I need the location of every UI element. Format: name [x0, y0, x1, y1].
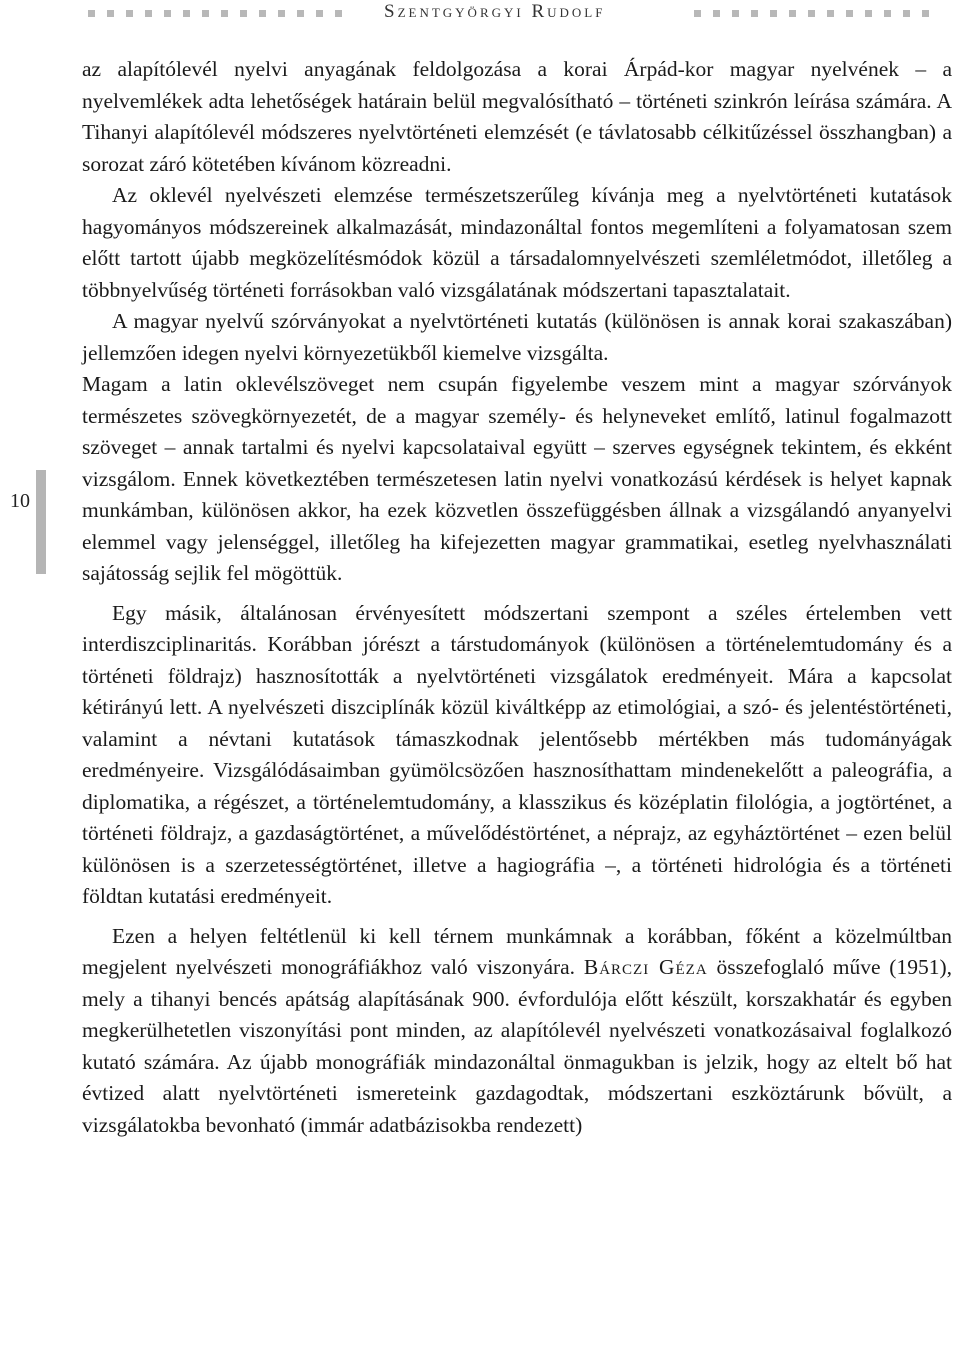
header-dot	[221, 10, 228, 17]
header-dot	[903, 10, 910, 17]
header-dot	[732, 10, 739, 17]
header-dot	[713, 10, 720, 17]
header-dot	[278, 10, 285, 17]
header-dot	[145, 10, 152, 17]
paragraph: Magam a latin oklevélszöveget nem csupán figyelembe veszem mint a magyar szórványok természetes szövegkörnyezetét, de a magyar személy- és helyneveket említő, latinul fogalmazott szöveget – annak tartalmi és nyelvi kapcsolataival együtt – szerves egységnek tekintem, és ekként vizsgálom. Ennek következtében természetesen latin nyelvi vonatkozású kérdések is helyet kapnak munkámban, különösen akkor, ha ezek közvetlen összefüggésben állnak a vizsgálandó anyanyelvi elemmel vagy jelenséggel, illetőleg ha kifejezetten magyar grammatikai, esetleg nyelvhasználati sajátosság sejlik fel mögöttük.	[82, 372, 952, 585]
running-header	[0, 0, 960, 26]
text-run: összefoglaló műve (1951), mely a tihanyi bencés apátság alapításának 900. évfordulója előtt készült, korszakhatár és egyben megkerülhetetlen viszonyítási pont minden, az alapítólevél nyelvészeti vonatkozásaival foglalkozó kutató számára. Az újabb monográfiák mindazonáltal önmagukban is jelzik, hogy az eltelt bő hat évtized alatt nyelvtörténeti ismereteink gazdagodtak, módszertani eszköztárunk bővült, a vizsgálatokba bevonható (immár adatbázisokba rendezett)	[82, 955, 952, 1137]
page-number: 10	[10, 490, 30, 512]
paragraph: Az oklevél nyelvészeti elemzése természetszerűleg kívánja meg a nyelvtörténeti kutatások hagyományos módszereinek alkalmazását, mindazonáltal fontos megemlíteni a folyamatosan szem előtt tartott újabb megközelítésmódok közül a társadalomnyelvészeti szemléletmódot, illetőleg a többnyelvűség történeti forrásokban való vizsgálatának módszertani tapasztalatait.	[82, 183, 952, 302]
header-dot	[694, 10, 701, 17]
header-dot	[297, 10, 304, 17]
header-dot	[335, 10, 342, 17]
header-dot	[865, 10, 872, 17]
header-dot	[827, 10, 834, 17]
paragraph: A magyar nyelvű szórványokat a nyelvtörténeti kutatás (különösen is annak korai szakaszában) jellemzően idegen nyelvi környezetükből kiemelve vizsgálta.	[82, 309, 952, 365]
header-dot	[202, 10, 209, 17]
margin-bar	[36, 470, 46, 574]
header-dot	[107, 10, 114, 17]
header-dot	[259, 10, 266, 17]
header-dot	[183, 10, 190, 17]
header-dot	[789, 10, 796, 17]
header-dot	[770, 10, 777, 17]
header-dot	[126, 10, 133, 17]
author-name: Bárczi Géza	[583, 955, 708, 979]
paragraph: Egy másik, általánosan érvényesített módszertani szempont a széles értelemben vett interdiszciplinaritás. Korábban jórészt a társtudományok (különösen a történelemtudomány és a történeti földrajz) hasznosították a nyelvtörténeti vizsgálatok eredményeit. Mára a kapcsolat kétirányú lett. A nyelvészeti diszciplínák közül kiváltképp az etimológiai, a szó- és jelentéstörténeti, valamint a névtani kutatások támaszkodnak jelentősebb mértékben más tudományágak eredményeire. Vizsgálódásaimban gyümölcsözően hasznosíthattam mindenekelőtt a paleográfia, a diplomatika, a régészet, a történelemtudomány, a klasszikus és középlatin filológia, a jogtörténet, a történeti földrajz, a gazdaságtörténet, a művelődéstörténet, a néprajz, az egyháztörténet – ezen belül különösen is a szerzetességtörténet, illetve a hagiográfia –, a történeti hidrológia és a történeti földtan kutatási eredményeit.	[82, 600, 952, 908]
header-dot	[751, 10, 758, 17]
header-dot	[846, 10, 853, 17]
header-dot	[164, 10, 171, 17]
header-dot	[884, 10, 891, 17]
header-dot	[922, 10, 929, 17]
header-dot	[316, 10, 323, 17]
body-text	[82, 54, 952, 1141]
text-run: Ezen a helyen feltétlenül ki kell térnem munkámnak a korábban, főként a közelmúltban megjelent nyelvészeti monográfiákhoz való viszonyára.	[82, 923, 952, 979]
header-dot	[808, 10, 815, 17]
paragraph: az alapítólevél nyelvi anyagának feldolgozása a korai Árpád-kor magyar nyelvének – a nyelvemlékek adta lehetőségek határain belül megvalósítható – történeti szinkrón leírása számára. A Tihanyi alapítólevél módszeres nyelvtörténeti elemzését (e távlatosabb célkitűzéssel összhangban) a sorozat záró kötetében kívánom közreadni.	[82, 57, 952, 176]
header-dot	[88, 10, 95, 17]
header-dot	[240, 10, 247, 17]
header-dots-right	[694, 10, 929, 17]
paragraph-last	[82, 921, 952, 1142]
header-dots-left	[88, 10, 342, 17]
running-title: Szentgyörgyi Rudolf	[384, 1, 606, 22]
